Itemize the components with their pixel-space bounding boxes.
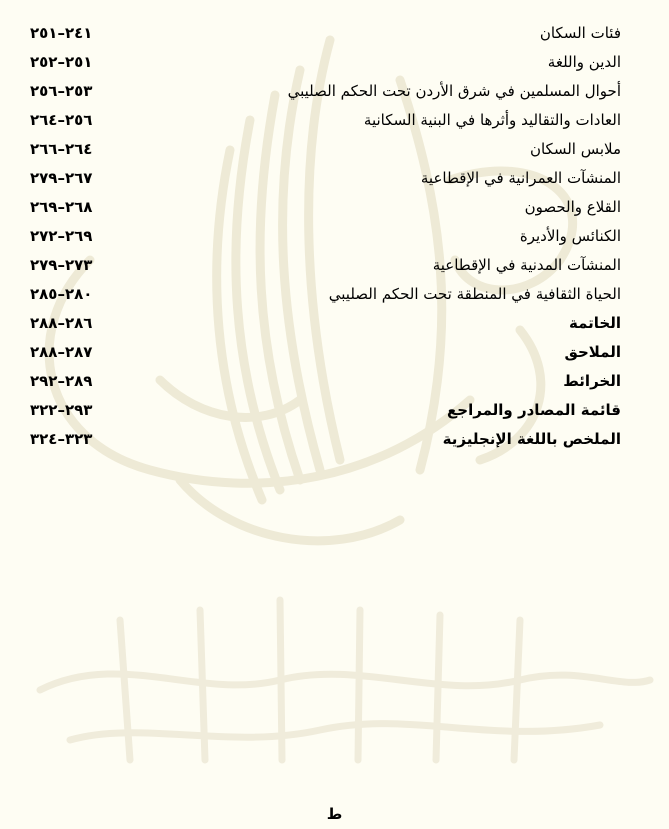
toc-page-range: ٢٨٩–٢٩٢ [30,372,93,390]
toc-row[interactable] [0,254,669,283]
toc-entry-title: أحوال المسلمين في شرق الأردن تحت الحكم الصليبي [287,82,621,100]
toc-entry-title: الملخص باللغة الإنجليزية [442,430,621,448]
toc-row[interactable] [0,167,669,196]
toc-row[interactable] [0,109,669,138]
toc-row[interactable] [0,428,669,457]
toc-row[interactable] [0,370,669,399]
toc-page-range: ٢٥١–٢٥٢ [30,53,93,71]
table-of-contents [0,22,669,457]
toc-page-range: ٢٨٠–٢٨٥ [30,285,93,303]
toc-row[interactable] [0,138,669,167]
toc-entry-title: الملاحق [564,343,621,361]
toc-row[interactable] [0,80,669,109]
toc-entry-title: العادات والتقاليد وأثرها في البنية السكانية [363,111,621,129]
toc-page-range: ٢٩٣–٣٢٢ [30,401,93,419]
toc-entry-title: المنشآت العمرانية في الإقطاعية [420,169,621,187]
toc-entry-title: فئات السكان [539,24,621,42]
toc-page-range: ٢٥٣–٢٥٦ [30,82,93,100]
toc-entry-title: قائمة المصادر والمراجع [447,401,621,419]
toc-entry-title: المنشآت المدنية في الإقطاعية [432,256,621,274]
toc-page-range: ٢٧٣–٢٧٩ [30,256,93,274]
toc-entry-title: الدين واللغة [547,53,621,71]
toc-entry-title: الكنائس والأديرة [519,227,621,245]
toc-page-range: ٢٨٦–٢٨٨ [30,314,93,332]
toc-page-range: ٢٤١–٢٥١ [30,24,93,42]
toc-row[interactable] [0,283,669,312]
toc-page-range: ٣٢٣–٣٢٤ [30,430,93,448]
toc-entry-title: ملابس السكان [529,140,621,158]
toc-entry-title: الحياة الثقافية في المنطقة تحت الحكم الصليبي [328,285,621,303]
toc-entry-title: الخرائط [563,372,621,390]
toc-row[interactable] [0,399,669,428]
toc-row[interactable] [0,225,669,254]
toc-row[interactable] [0,341,669,370]
toc-page-range: ٢٦٨–٢٦٩ [30,198,93,216]
toc-page-range: ٢٨٧–٢٨٨ [30,343,93,361]
toc-row[interactable] [0,312,669,341]
toc-page-range: ٢٦٤–٢٦٦ [30,140,93,158]
toc-page-range: ٢٥٦–٢٦٤ [30,111,93,129]
toc-entry-title: القلاع والحصون [524,198,621,216]
toc-row[interactable] [0,51,669,80]
page-number: ط [326,805,343,823]
toc-row[interactable] [0,196,669,225]
toc-row[interactable] [0,22,669,51]
toc-entry-title: الخاتمة [568,314,621,332]
toc-page-range: ٢٦٩–٢٧٢ [30,227,93,245]
toc-page-range: ٢٦٧–٢٧٩ [30,169,93,187]
